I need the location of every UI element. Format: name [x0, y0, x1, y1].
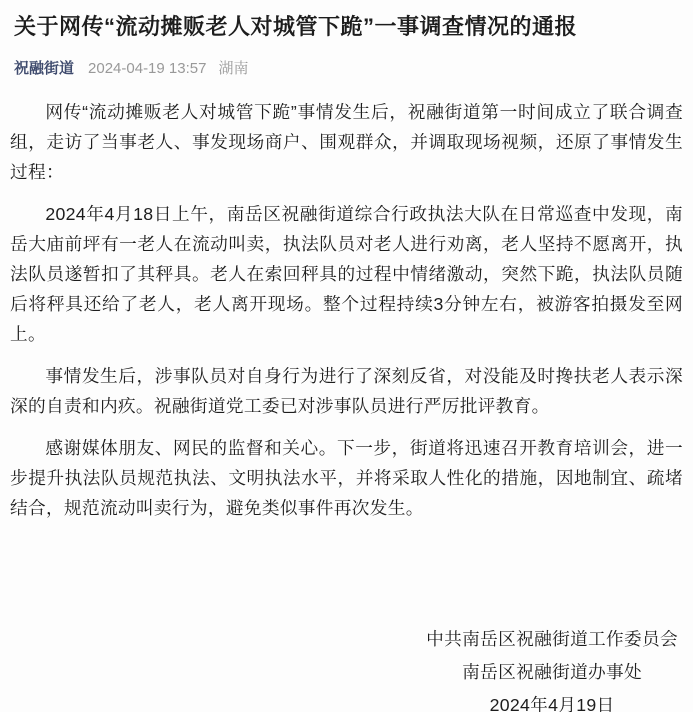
paragraph-followup: 感谢媒体朋友、网民的监督和关心。下一步，街道将迅速召开教育培训会，进一步提升执法队员规范执法、文明执法水平，并将采取人性化的措施，因地制宜、疏堵结合，规范流动叫卖行为，避免类似事件再次发生。 — [10, 438, 683, 518]
region-label: 湖南 — [218, 60, 249, 77]
paragraph-incident: 2024年4月18日上午，南岳区祝融街道综合行政执法大队在日常巡查中发现，南岳大庙前坪有一老人在流动叫卖，执法队员对老人进行劝离，老人坚持不愿离开，执法队员遂暂扣了其秤具。老人在索回秤具的过程中情绪激动，突然下跪，执法队员随后将秤具还给了老人，老人离开现场。整个过程持续3分钟左右，被游客拍摄发至网上。 — [10, 204, 683, 344]
article-meta — [0, 42, 693, 79]
signature-office: 南岳区祝融街道办事处 — [462, 662, 643, 682]
source-link[interactable]: 祝融街道 — [14, 60, 75, 77]
paragraph-intro: 网传“流动摊贩老人对城管下跪”事情发生后，祝融街道第一时间成立了联合调查组，走访了当事老人、事发现场商户、围观群众，并调取现场视频，还原了事情发生过程： — [10, 102, 683, 182]
publish-timestamp: 2024-04-19 13:57 — [88, 60, 207, 77]
signature-date: 2024年4月19日 — [489, 695, 615, 712]
signature-block — [426, 623, 678, 712]
article-body — [0, 79, 693, 523]
signature-committee: 中共南岳区祝融街道工作委员会 — [426, 629, 678, 649]
page-title: 关于网传“流动摊贩老人对城管下跪”一事调查情况的通报 — [14, 14, 578, 39]
paragraph-reflection: 事情发生后，涉事队员对自身行为进行了深刻反省，对没能及时搀扶老人表示深深的自责和内疚。祝融街道党工委已对涉事队员进行严厉批评教育。 — [10, 366, 683, 416]
